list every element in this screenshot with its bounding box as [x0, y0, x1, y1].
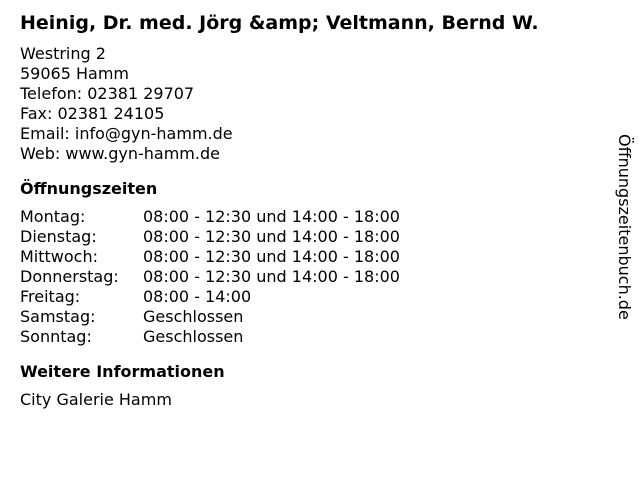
hours-row	[20, 287, 600, 307]
hours-table	[20, 207, 600, 347]
hours-day: Montag:	[20, 207, 86, 226]
hours-day: Sonntag:	[20, 327, 92, 346]
hours-row	[20, 207, 600, 227]
hours-row	[20, 267, 600, 287]
hours-time: 08:00 - 12:30 und 14:00 - 18:00	[143, 207, 400, 226]
hours-time: 08:00 - 12:30 und 14:00 - 18:00	[143, 267, 400, 286]
address-email: Email: info@gyn-hamm.de	[20, 124, 233, 143]
hours-time: 08:00 - 12:30 und 14:00 - 18:00	[143, 227, 400, 246]
hours-time: Geschlossen	[143, 327, 244, 346]
page-title: Heinig, Dr. med. Jörg &amp; Veltmann, Bernd W.	[20, 12, 539, 34]
hours-row	[20, 327, 600, 347]
listing	[20, 10, 600, 410]
address-web: Web: www.gyn-hamm.de	[20, 144, 220, 163]
address-phone: Telefon: 02381 29707	[20, 84, 195, 103]
hours-heading: Öffnungszeiten	[20, 179, 158, 198]
address-fax: Fax: 02381 24105	[20, 104, 165, 123]
hours-day: Donnerstag:	[20, 267, 119, 286]
side-brand-label: Öffnungszeitenbuch.de	[615, 134, 634, 320]
hours-row	[20, 247, 600, 267]
hours-day: Mittwoch:	[20, 247, 98, 266]
hours-time: 08:00 - 12:30 und 14:00 - 18:00	[143, 247, 400, 266]
address-street: Westring 2	[20, 44, 106, 63]
hours-day: Samstag:	[20, 307, 96, 326]
hours-time: 08:00 - 14:00	[143, 287, 252, 306]
hours-day: Dienstag:	[20, 227, 97, 246]
hours-row	[20, 227, 600, 247]
address-city: 59065 Hamm	[20, 64, 129, 83]
hours-day: Freitag:	[20, 287, 81, 306]
hours-row	[20, 307, 600, 327]
address-block	[20, 44, 600, 164]
hours-time: Geschlossen	[143, 307, 244, 326]
info-text: City Galerie Hamm	[20, 390, 172, 409]
info-heading: Weitere Informationen	[20, 362, 225, 381]
